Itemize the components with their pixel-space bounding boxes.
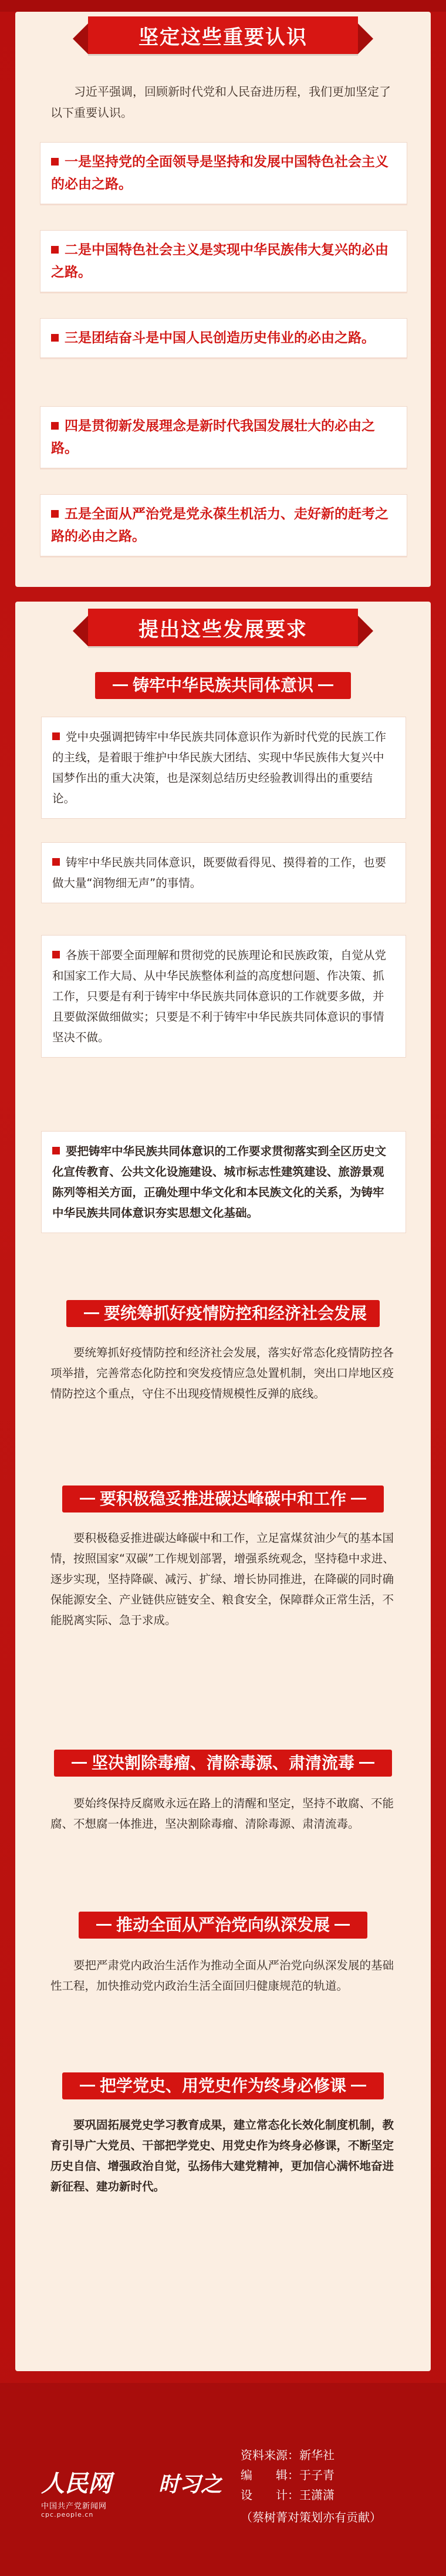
logo-main: 人民网 (41, 2470, 112, 2497)
bullet-square-icon (52, 951, 60, 958)
credits (241, 2445, 381, 2527)
subsection-heading (95, 672, 351, 699)
paragraph-box (41, 1131, 406, 1233)
paragraph-box (41, 935, 406, 1058)
point-text: 五是全面从严治党是党永葆生机活力、走好新的赶考之路的必由之路。 (51, 507, 388, 544)
point-item (40, 230, 407, 292)
paragraph-text: 要把严肃党内政治生活作为推动全面从严治党向纵深发展的基础性工程，加快推动党内政治生活全面回归健康规范的轨道。 (50, 1959, 394, 1993)
point-item (40, 142, 407, 204)
credit-label: 编 辑： (241, 2468, 299, 2482)
point-item (40, 318, 407, 358)
dash-decoration (80, 2085, 95, 2087)
point-item (40, 406, 407, 468)
subsection-title: 推动全面从严治党向纵深发展 (116, 1915, 330, 1934)
subsection-title: 要积极稳妥推进碳达峰碳中和工作 (99, 1489, 347, 1508)
paragraph-box (41, 842, 406, 903)
bullet-square-icon (52, 1147, 60, 1154)
subsection-heading (54, 1750, 392, 1777)
paragraph-text: 要巩固拓展党史学习教育成果，建立常态化长效化制度机制，教育引导广大党员、干部把学党史、用党史作为终身必修课，不断坚定历史自信、增强政治自觉，弘扬伟大建党精神，更加信心满怀地奋进新征程、建功新时代。 (50, 2118, 394, 2193)
subsection-title: 铸牢中华民族共同体意识 (132, 676, 314, 695)
paragraph-text: 要统筹抓好疫情防控和经济社会发展，落实好常态化疫情防控各项举措，完善常态化防控和突发疫情应急处置机制，突出口岸地区疫情防控这个重点，守住不出现疫情规模性反弹的底线。 (50, 1346, 394, 1400)
paragraph-text: 各族干部要全面理解和贯彻党的民族理论和民族政策，自觉从党和国家工作大局、从中华民族整体利益的高度想问题、作决策、抓工作，只要是有利于铸牢中华民族共同体意识的工作就要多做，并且要做深做细做实；只要是不利于铸牢中华民族共同体意识的事情坚决不做。 (52, 948, 387, 1044)
dash-decoration (351, 2085, 366, 2087)
dash-decoration (359, 1762, 374, 1764)
credit-value: 王潇潇 (299, 2488, 334, 2502)
subsection-title: 坚决割除毒瘤、清除毒源、肃清流毒 (91, 1753, 355, 1773)
dash-decoration (80, 1498, 95, 1500)
credit-label: 设 计： (241, 2488, 299, 2502)
bullet-square-icon (51, 510, 59, 518)
dash-decoration (84, 1312, 99, 1314)
subsection-heading (79, 1912, 367, 1939)
section-title-2: 提出这些发展要求 (88, 609, 358, 646)
section-card-2 (15, 602, 431, 2371)
credit-value: 于子青 (299, 2468, 334, 2482)
section-card-1 (15, 12, 431, 587)
dash-decoration (318, 684, 333, 686)
dash-decoration (96, 1924, 112, 1926)
subsection-title: 把学党史、用党史作为终身必修课 (99, 2076, 347, 2095)
subsection-title: 要统筹抓好疫情防控和经济社会发展 (103, 1304, 367, 1323)
credit-label: 资料来源： (241, 2448, 299, 2462)
bullet-square-icon (51, 422, 59, 430)
paragraph-text: 党中央强调把铸牢中华民族共同体意识作为新时代党的民族工作的主线，是着眼于维护中华民族大团结、实现中华民族伟大复兴中国梦作出的重大决策，也是深刻总结历史经验教训得出的重要结论。 (52, 730, 387, 805)
paragraph-text: 要始终保持反腐败永远在路上的清醒和坚定，坚持不敢腐、不能腐、不想腐一体推进，坚决割除毒瘤、清除毒源、肃清流毒。 (50, 1797, 394, 1831)
bullet-square-icon (52, 732, 60, 740)
top-strip (0, 0, 446, 12)
dash-decoration (72, 1762, 87, 1764)
bullet-square-icon (51, 246, 59, 254)
section-title-1: 坚定这些重要认识 (88, 16, 358, 54)
logo-url: cpc.people.cn (41, 2511, 94, 2518)
paragraph-text: 铸牢中华民族共同体意识，既要做看得见、摸得着的工作，也要做大量“润物细无声”的事情。 (52, 856, 387, 890)
people-logo (41, 2465, 153, 2518)
paragraph-box (41, 717, 406, 819)
point-text: 二是中国特色社会主义是实现中华民族伟大复兴的必由之路。 (51, 242, 388, 280)
bullet-square-icon (52, 858, 60, 866)
point-text: 一是坚持党的全面领导是坚持和发展中国特色社会主义的必由之路。 (51, 154, 388, 192)
subsection-heading (62, 2072, 384, 2099)
bullet-square-icon (51, 334, 59, 342)
bullet-square-icon (51, 158, 59, 166)
credit-note: （蔡树菁对策划亦有贡献） (241, 2510, 381, 2524)
subsection-heading (66, 1300, 380, 1327)
subsection-heading (62, 1485, 384, 1512)
series-logo: 时习之 (158, 2473, 222, 2497)
dash-decoration (351, 1498, 366, 1500)
section-intro: 习近平强调，回顾新时代党和人民奋进历程，我们更加坚定了以下重要认识。 (50, 85, 391, 120)
point-item (40, 494, 407, 556)
dash-decoration (334, 1924, 350, 1926)
point-text: 四是贯彻新发展理念是新时代我国发展壮大的必由之路。 (51, 418, 375, 456)
logo-sub: 中国共产党新闻网 (41, 2502, 107, 2511)
dash-decoration (113, 684, 128, 686)
point-text: 三是团结奋斗是中国人民创造历史伟业的必由之路。 (65, 330, 375, 346)
credit-value: 新华社 (299, 2448, 334, 2462)
paragraph-text: 要把铸牢中华民族共同体意识的工作要求贯彻落实到全区历史文化宣传教育、公共文化设施建设、城市标志性建筑建设、旅游景观陈列等相关方面，正确处理中华文化和本民族文化的关系，为铸牢中华民族共同体意识夯实思想文化基础。 (52, 1144, 387, 1220)
paragraph-text: 要积极稳妥推进碳达峰碳中和工作，立足富煤贫油少气的基本国情，按照国家“双碳”工作规划部署，增强系统观念，坚持稳中求进、逐步实现，坚持降碳、减污、扩绿、增长协同推进，在降碳的同时确保能源安全、产业链供应链安全、粮食安全，保障群众正常生活，不能脱离实际、急于求成。 (50, 1531, 394, 1627)
